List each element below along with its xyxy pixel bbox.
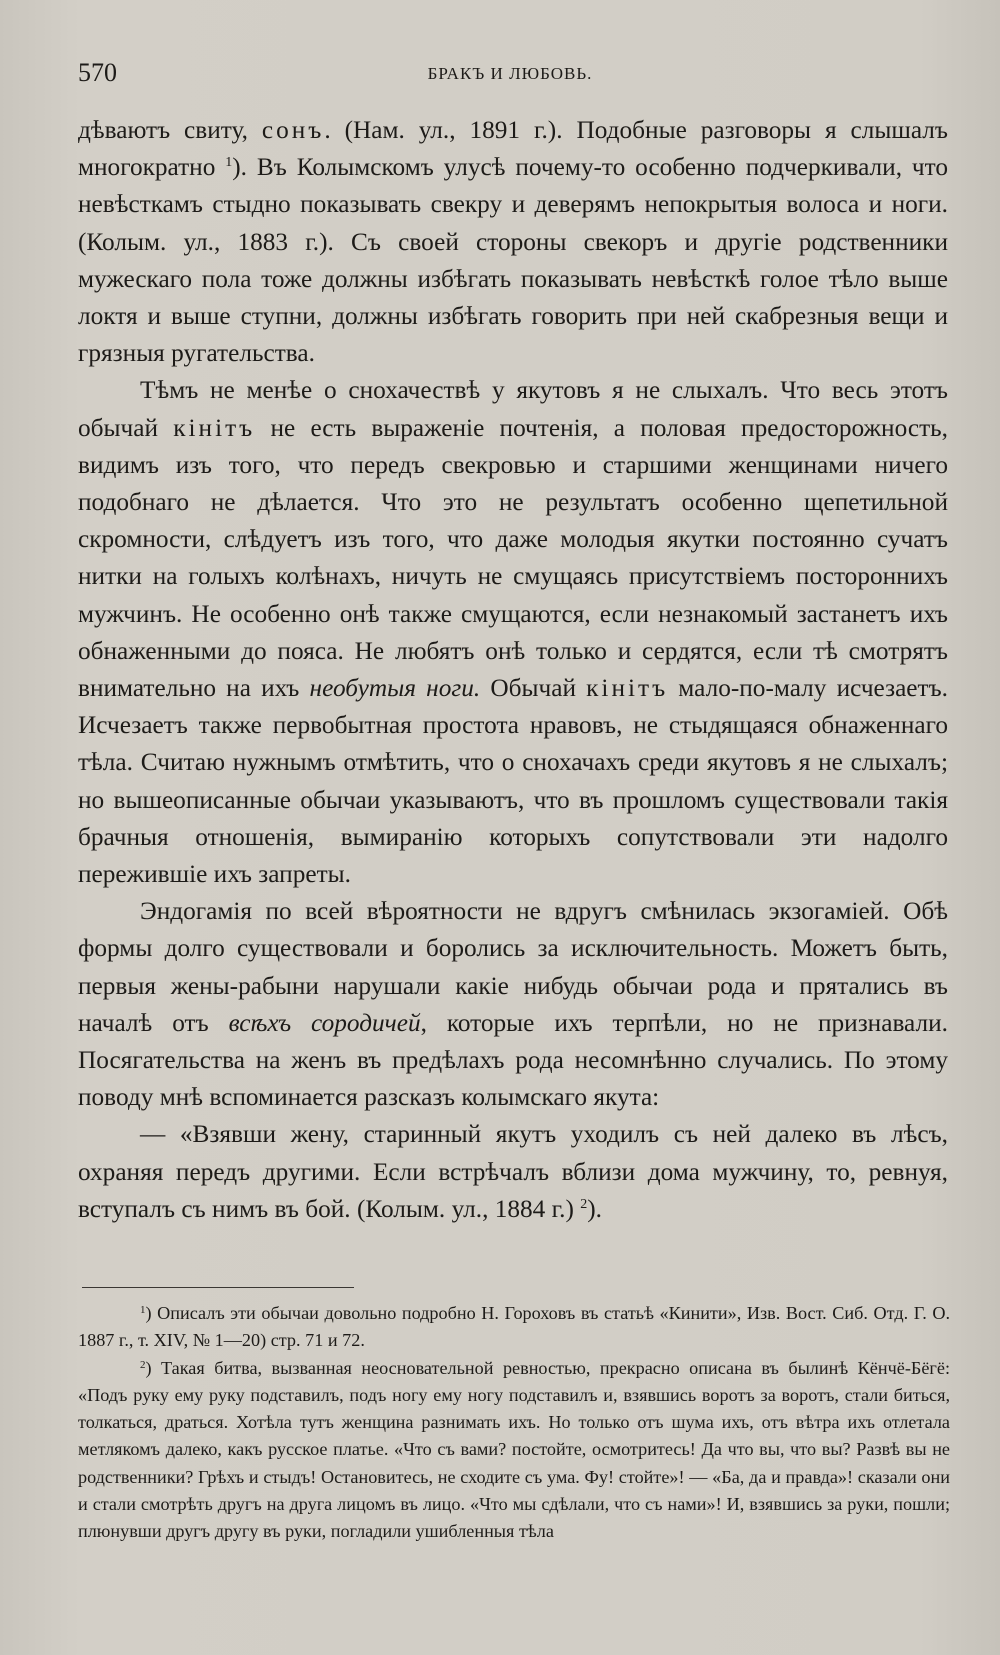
text-span: , которые ихъ терпѣли, но не признавали. Посягательства на женъ въ предѣлахъ рода несомнѣнно случались. По этому поводу мнѣ вспоминается разсказъ колымскаго якута: xyxy=(78,1008,948,1112)
page-number: 570 xyxy=(78,58,117,87)
spaced-term: кінітъ xyxy=(586,674,669,703)
text-span: не есть выраженіе почтенія, а половая предосторожность, видимъ изъ того, что передъ свекровью и старшими женщинами ничего подобнаго не дѣлается. Что это не результатъ особенно щепетильной скромности, слѣдуетъ изъ того, что даже молодыя якутки постоянно сучатъ нитки на голыхъ колѣнахъ, ничуть не смущаясь присутствіемъ постороннихъ мужчинъ. Не особенно онѣ также смущаются, если незнакомый застанетъ ихъ обнаженными до пояса. Не любятъ онѣ только и сердятся, если тѣ смотрятъ внимательно на ихъ xyxy=(78,413,948,703)
text-span: ). xyxy=(587,1194,602,1223)
footnote-text: ) Такая битва, вызванная неосновательной ревностью, прекрасно описана въ былинѣ Кёнчё-Бёгё: «Подъ руку ему руку подставилъ, подъ ногу ему ногу подставилъ и, взявшись воротъ за воротъ, стали биться, толкаться, драться. Хотѣла тутъ женщина разнимать ихъ. Но только отъ шума ихъ, отъ вѣтра ихъ отлетала метлякомъ далеко, какъ русское платье. «Что съ вами? постойте, осмотритесь! Да что вы, что вы? Развѣ вы не родственники? Грѣхъ и стыдъ! Остановитесь, не сходите съ ума. Фу! стойте»! — «Ба, да и правда»! сказали они и стали смотрѣть другъ на друга лицомъ въ лицо. «Что мы сдѣлали, что съ нами»! И, взявшись за руки, пошли; плюнувши другъ другу въ руки, погладили ушибленныя тѣла xyxy=(78,1357,950,1542)
page-header xyxy=(78,58,942,88)
footnotes xyxy=(78,1300,950,1546)
text-span: Обычай xyxy=(480,674,587,703)
footnote-divider xyxy=(82,1287,354,1288)
running-head: БРАКЪ И ЛЮБОВЬ. xyxy=(427,64,593,83)
footnote-ref-2[interactable]: 2 xyxy=(580,1196,588,1212)
footnote-ref-1[interactable]: 1 xyxy=(225,155,233,171)
spaced-term: сонъ xyxy=(261,116,325,144)
spaced-term: кінітъ xyxy=(173,413,256,442)
paragraph-4 xyxy=(78,1116,948,1228)
footnote-1 xyxy=(78,1300,950,1355)
paragraph-3 xyxy=(78,893,948,1116)
paragraph-2 xyxy=(78,372,948,893)
text-span: . (Нам. ул., 1891 г.). Подобные разговоры я слышалъ многократно xyxy=(78,116,948,182)
footnote-mark: 1 xyxy=(140,1304,146,1316)
footnote-mark: 2 xyxy=(140,1358,146,1371)
italic-phrase: всѣхъ сородичей xyxy=(228,1008,421,1037)
italic-phrase: необутыя ноги. xyxy=(309,674,481,703)
footnote-text: ) Описалъ эти обычаи довольно подробно Н. Гороховъ въ статьѣ «Кинити», Изв. Вост. Сиб. Отд. Г. О. 1887 г., т. XIV, № 1—20) стр. 71 и 72. xyxy=(78,1303,950,1351)
paragraph-1 xyxy=(78,112,948,372)
text-span: Эндогамія по всей вѣроятности не вдругъ смѣнилась экзогаміей. Обѣ формы долго существовали и боролись за исключительность. Можетъ быть, первыя жены-рабыни нарушали какіе нибудь обычаи рода и прятались въ началѣ отъ xyxy=(78,897,948,1037)
body-text xyxy=(78,112,948,1228)
text-span: Тѣмъ не менѣе о снохачествѣ у якутовъ я не слыхалъ. Что весь этотъ обычай xyxy=(78,376,948,442)
text-span: — «Взявши жену, старинный якутъ уходилъ съ ней далеко въ лѣсъ, охраняя передъ другими. Если встрѣчалъ вблизи дома мужчину, то, ревнуя, вступалъ съ нимъ въ бой. (Колым. ул., 1884 г.) xyxy=(78,1120,948,1223)
text-span: дѣваютъ свиту, xyxy=(78,116,262,144)
text-span: ). Въ Колымскомъ улусѣ почему-то особенно подчеркивали, что невѣсткамъ стыдно показывать свекру и деверямъ непокрытыя волоса и ноги. (Колым. ул., 1883 г.). Съ своей стороны свекоръ и другіе родственники мужескаго пола тоже должны избѣгать показывать невѣсткѣ голое тѣло выше локтя и выше ступни, должны избѣгать говорить при ней скабрезныя вещи и грязныя ругательства. xyxy=(78,153,949,368)
footnote-2 xyxy=(78,1355,950,1546)
text-span: мало-по-малу исчезаетъ. Исчезаетъ также первобытная простота нравовъ, не стыдящаяся обнаженнаго тѣла. Считаю нужнымъ отмѣтить, что о снохачахъ среди якутовъ я не слыхалъ; но вышеописанные обычаи указываютъ, что въ прошломъ существовали такія брачныя отношенія, вымиранію которыхъ сопутствовали эти надолго пережившіе ихъ запреты. xyxy=(78,674,948,889)
